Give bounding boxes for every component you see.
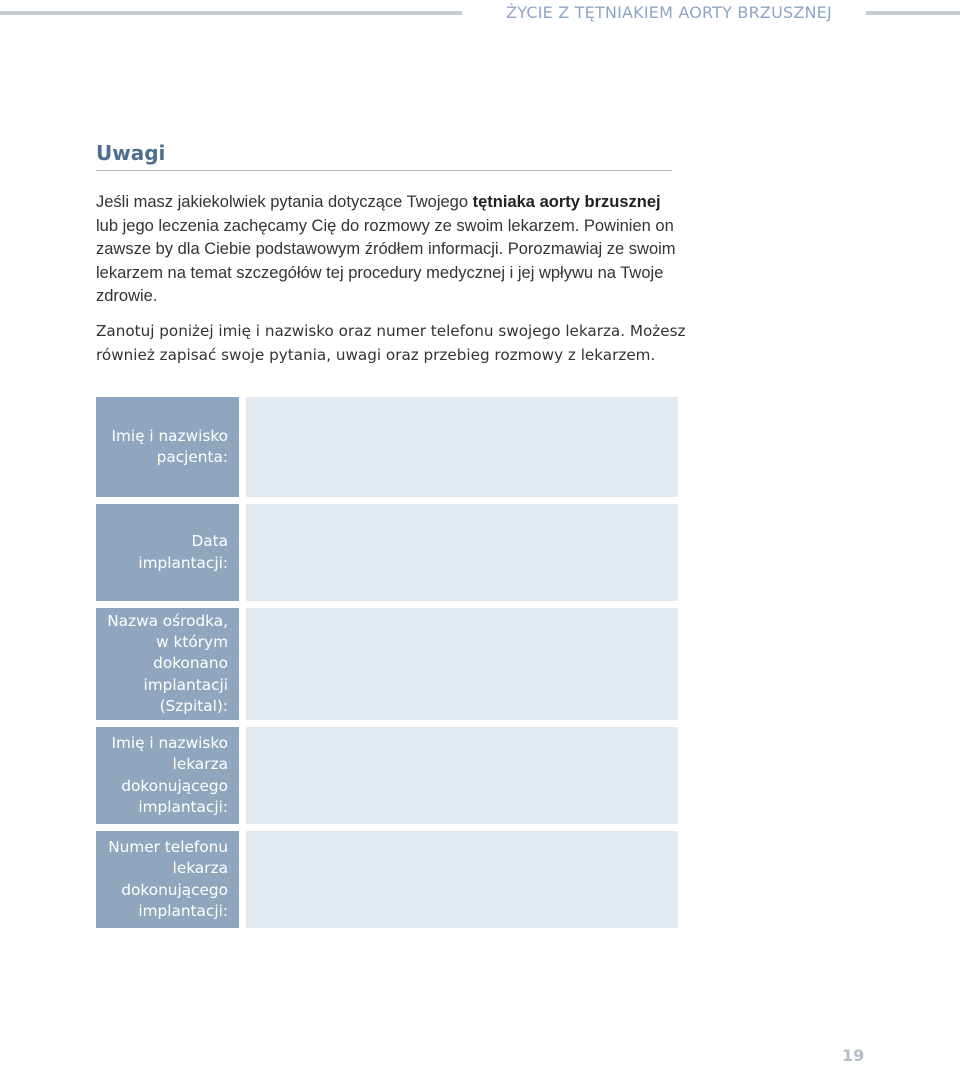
form-row-doctor-phone <box>96 831 678 928</box>
form-row-doctor-name <box>96 727 678 824</box>
form-label-line: pacjenta: <box>156 448 228 466</box>
intro-bold-term: tętniaka aorty brzusznej <box>472 193 661 211</box>
doctor-phone-field[interactable] <box>246 831 678 928</box>
form-label-line: Numer telefonu <box>108 837 228 856</box>
form-label-line: implantacji: <box>138 901 228 920</box>
running-header: ŻYCIE Z TĘTNIAKIEM AORTY BRZUSZNEJ <box>506 3 832 22</box>
header-rule-right <box>866 11 960 15</box>
form-label-line: implantacji: <box>138 797 228 816</box>
form-row-hospital <box>96 608 678 720</box>
title-divider <box>96 170 672 171</box>
patient-name-field[interactable] <box>246 397 678 497</box>
header-rule-left <box>0 11 462 15</box>
form-row-implant-date <box>96 504 678 601</box>
intro-paragraph <box>96 191 686 309</box>
form-label-line: implantacji <box>143 675 228 694</box>
section-title: Uwagi <box>96 141 166 165</box>
form-label-line: Nazwa ośrodka, <box>107 611 228 630</box>
form-label-line: implantacji: <box>138 553 228 572</box>
form-label-line: (Szpital): <box>159 696 228 715</box>
note-paragraph: Zanotuj poniżej imię i nazwisko oraz numer telefonu swojego lekarza. Możesz również zapisać swoje pytania, uwagi oraz przebieg rozmowy z lekarzem. <box>96 322 686 364</box>
form-label <box>96 727 239 824</box>
hospital-field[interactable] <box>246 608 678 720</box>
implant-date-field[interactable] <box>246 504 678 601</box>
form-label-line: Imię i nazwisko <box>111 733 228 752</box>
form-label-line: Data <box>191 532 228 551</box>
form-label <box>96 397 239 497</box>
form-label-line: Imię i nazwisko <box>111 426 228 445</box>
form-label-line: dokonującego <box>121 776 228 795</box>
form-label <box>96 504 239 601</box>
form-row-patient-name <box>96 397 678 497</box>
form-label-line: lekarza <box>172 755 228 774</box>
intro-text-start: Jeśli masz jakiekolwiek pytania dotyczące Twojego <box>96 193 473 211</box>
form-label-line: dokonano <box>153 654 228 673</box>
page-number: 19 <box>842 1046 865 1065</box>
form-label-line: w którym <box>156 633 228 652</box>
form-label <box>96 831 239 928</box>
doctor-name-field[interactable] <box>246 727 678 824</box>
intro-text-end: lub jego leczenia zachęcamy Cię do rozmowy ze swoim lekarzem. Powinien on zawsze by dla Ciebie podstawowym źródłem informacji. Porozmawiaj ze swoim lekarzem na temat szczegółów tej procedury medycznej i jej wpływu na Twoje zdrowie. <box>96 216 676 305</box>
form-label <box>96 608 239 720</box>
form-label-line: lekarza <box>172 859 228 878</box>
form-label-line: dokonującego <box>121 880 228 899</box>
